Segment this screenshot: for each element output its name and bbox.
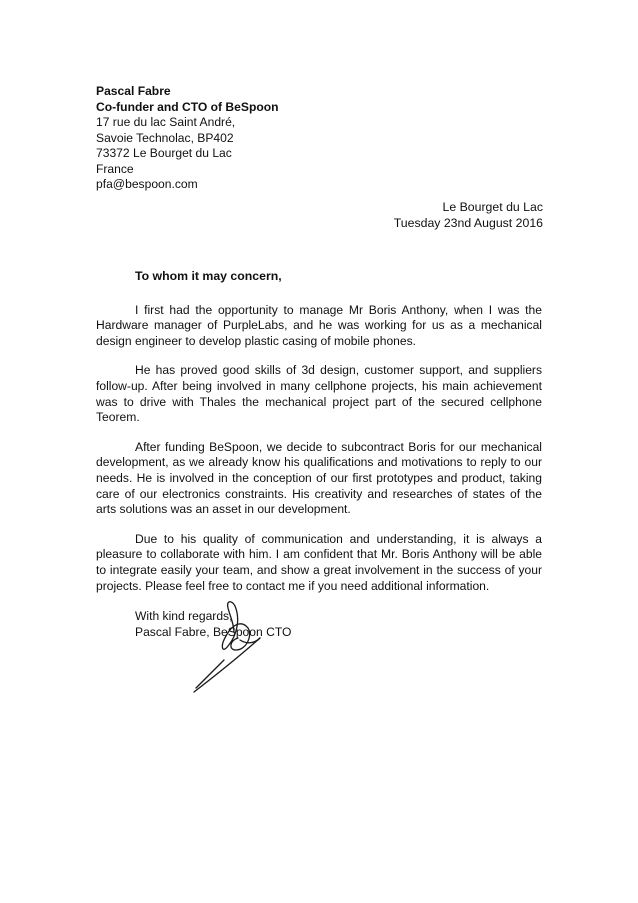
sender-name: Pascal Fabre: [96, 84, 171, 98]
date-block: [394, 199, 543, 231]
greeting: To whom it may concern,: [135, 269, 282, 283]
paragraph: After funding BeSpoon, we decide to subcontract Boris for our mechanical development, as we already know his qualifications and motivations to reply to our needs. He is involved in the conception of our first prototypes and product, taking care of our electronics constraints. His creativity and researches of states of the arts solutions was an asset in our development.: [96, 439, 542, 517]
sender-address-line2: Savoie Technolac, BP402: [96, 130, 234, 145]
paragraph: He has proved good skills of 3d design, customer support, and suppliers follow-up. After being involved in many cellphone projects, his main achievement was to drive with Thales the mechanical project part of the secured cellphone Teorem.: [96, 363, 542, 425]
sender-email: pfa@bespoon.com: [96, 177, 198, 191]
sender-title: Co-funder and CTO of BeSpoon: [96, 99, 279, 114]
date-text: Tuesday 23nd August 2016: [393, 216, 543, 230]
signoff-text: Pascal Fabre, BeSpoon CTO: [135, 624, 292, 639]
paragraph: I first had the opportunity to manage Mr Boris Anthony, when I was the Hardware manager of PurpleLabs, and he was working for us as a mechanical design engineer to develop plastic casing of mobile phones.: [96, 302, 542, 349]
closing-text: With kind regards,: [135, 608, 233, 623]
letter-body: [96, 269, 542, 640]
sender-address-line3: 73372 Le Bourget du Lac: [96, 146, 232, 160]
sender-country: France: [96, 161, 134, 176]
paragraph: Due to his quality of communication and understanding, it is always a pleasure to collaborate with him. I am confident that Mr. Boris Anthony will be able to integrate easily your team, and show a great involvement in the success of your projects. Please feel free to contact me if you need additional information.: [96, 531, 542, 593]
date-place: Le Bourget du Lac: [442, 200, 543, 214]
sender-block: [96, 84, 279, 193]
signature-icon: [180, 594, 276, 700]
sender-address-line1: 17 rue du lac Saint André,: [96, 115, 236, 129]
